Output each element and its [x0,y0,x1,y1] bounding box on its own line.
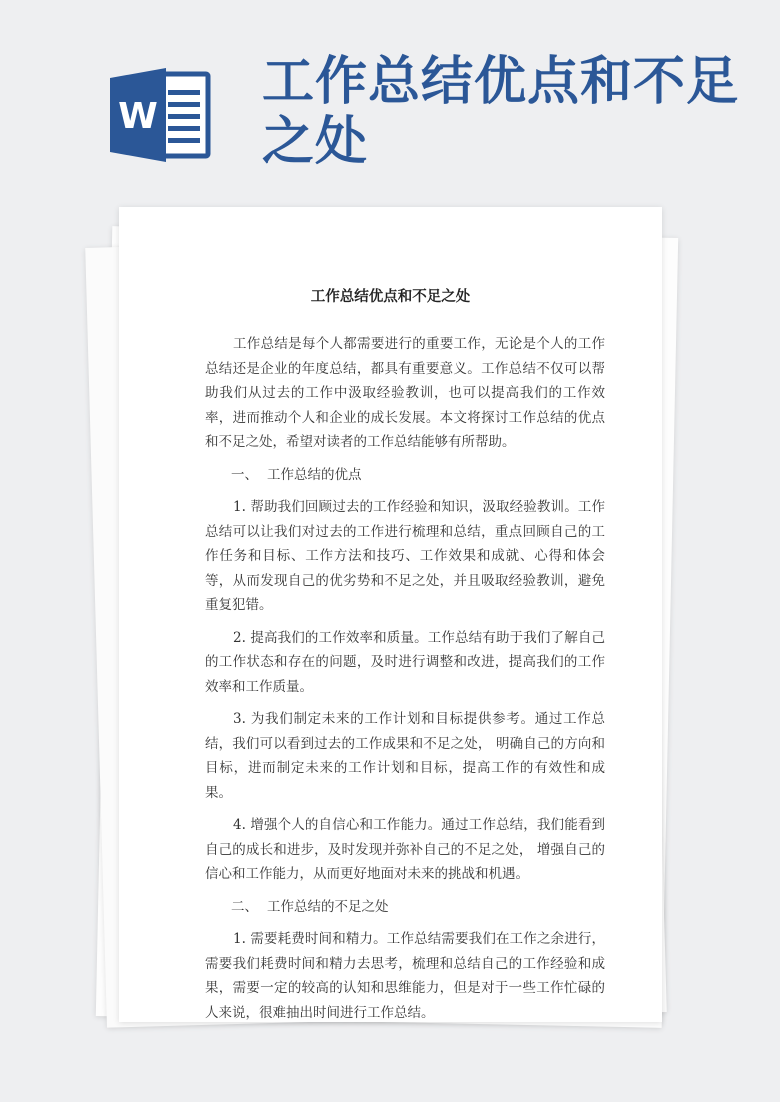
word-logo-letter: W [118,96,158,137]
section-heading-weaknesses [205,895,605,920]
intro-paragraph: 工作总结是每个人都需要进行的重要工作，无论是个人的工作总结还是企业的年度总结，都具有重要意义。工作总结不仅可以帮助我们从过去的工作中汲取经验教训，也可以提高我们的工作效率，进而推动个人和企业的成长发展。本文将探讨工作总结的优点和不足之处，希望对读者的工作总结能够有所帮助。 [205,336,605,450]
document-body [205,332,605,1033]
list-item: 1. 帮助我们回顾过去的工作经验和知识，汲取经验教训。工作总结可以让我们对过去的工作进行梳理和总结，重点回顾自己的工作任务和目标、工作方法和技巧、工作效果和成就、心得和体会等，从而发现自己的优劣势和不足之处，并且吸取经验教训，避免重复犯错。 [205,499,605,613]
document-page [119,207,662,1022]
section-number: 一、 [231,466,258,483]
word-document-icon [110,68,212,162]
document-title: 工作总结优点和不足之处 [310,289,471,305]
list-item: 4. 增强个人的自信心和工作能力。通过工作总结，我们能看到自己的成长和进步，及时发现并弥补自己的不足之处， 增强自己的信心和工作能力，从而更好地面对未来的挑战和机遇。 [205,817,605,882]
section-title: 工作总结的不足之处 [267,898,389,915]
list-item: 1. 需要耗费时间和精力。工作总结需要我们在工作之余进行，需要我们耗费时间和精力去思考，梳理和总结自己的工作经验和成果，需要一定的较高的认知和思维能力，但是对于一些工作忙碌的人来说，很难抽出时间进行工作总结。 [205,931,605,1021]
section-heading-strengths [205,463,605,488]
list-item: 3. 为我们制定未来的工作计划和目标提供参考。通过工作总结，我们可以看到过去的工作成果和不足之处， 明确自己的方向和目标，进而制定未来的工作计划和目标，提高工作的有效性和成果。 [205,711,605,801]
list-item: 2. 提高我们的工作效率和质量。工作总结有助于我们了解自己的工作状态和存在的问题，及时进行调整和改进，提高我们的工作效率和工作质量。 [205,629,605,695]
section-title: 工作总结的优点 [267,466,362,483]
document-content [119,207,662,1022]
banner-title: 工作总结优点和不足之处 [262,52,740,172]
header-banner [0,0,780,200]
section-number: 二、 [231,898,258,915]
